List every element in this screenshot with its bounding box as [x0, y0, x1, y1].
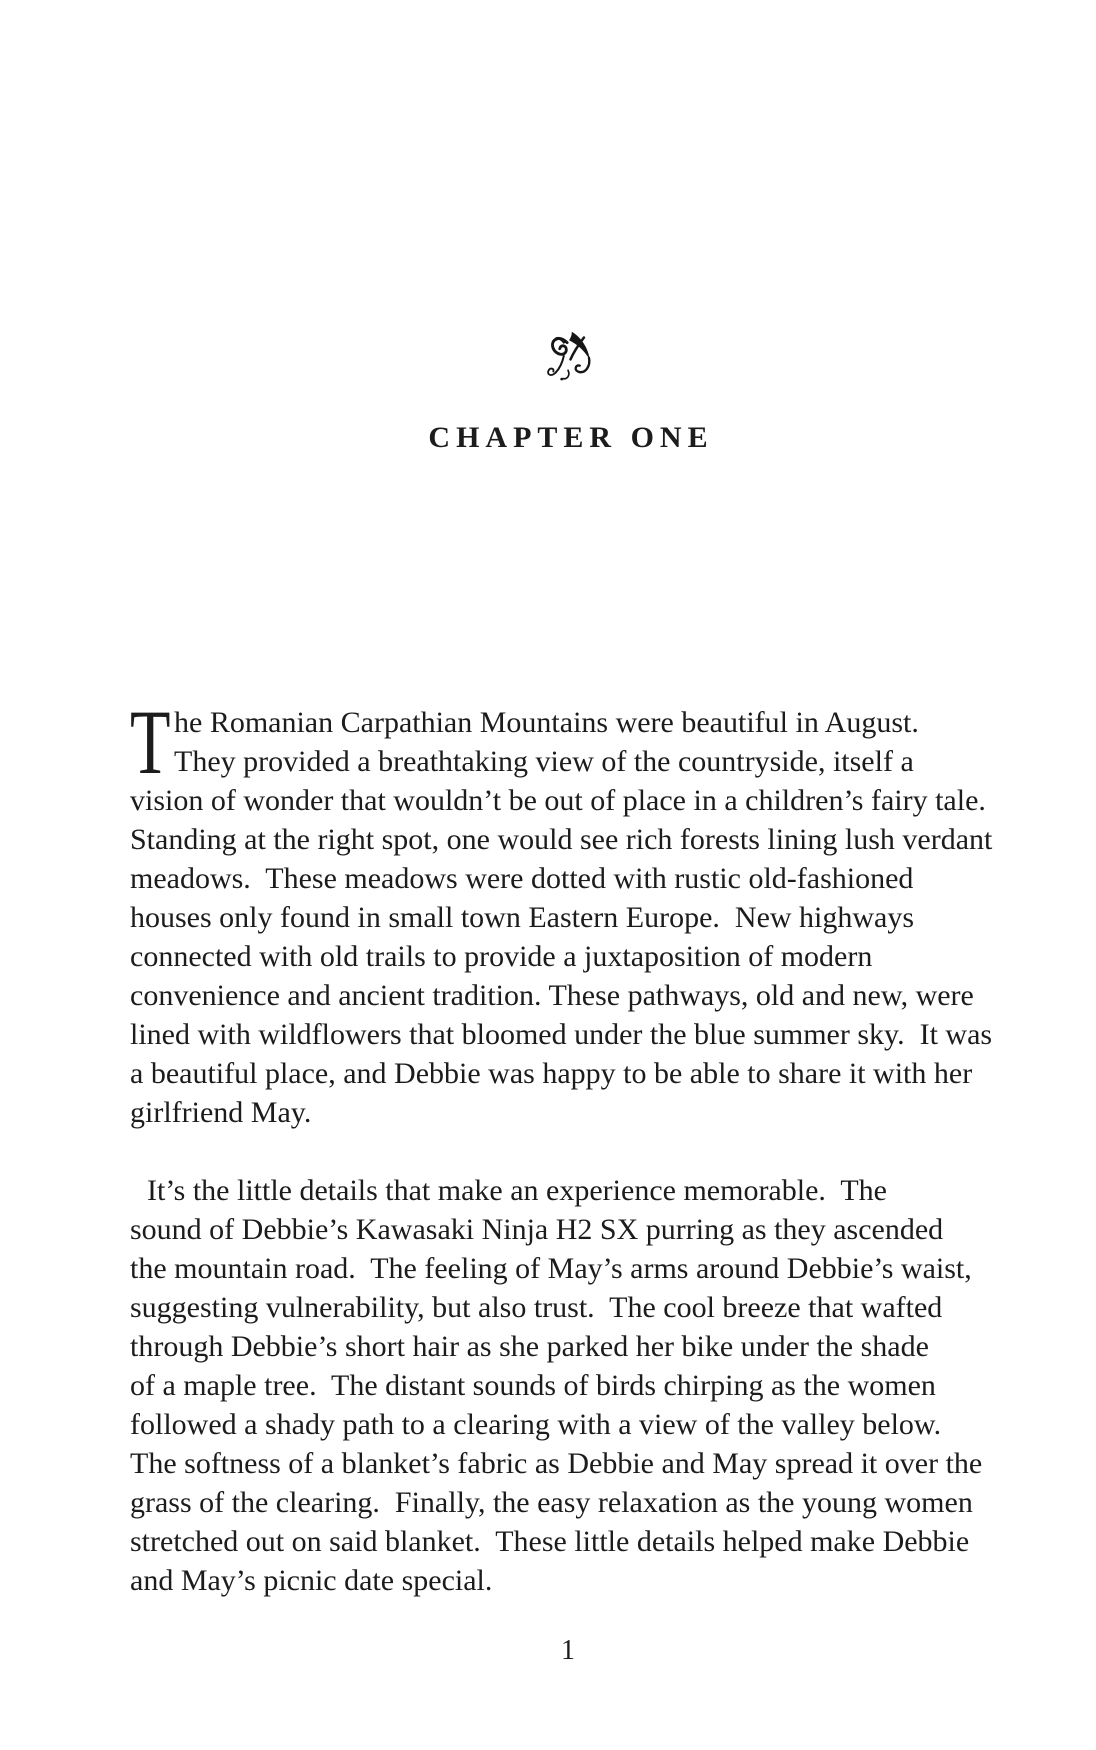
text-line: grass of the clearing. Finally, the easy relaxation as the young women: [130, 1486, 973, 1519]
paragraph: [130, 691, 1006, 1132]
paragraph: [130, 1171, 1006, 1600]
text-line: It’s the little details that make an experience memorable. The: [147, 1174, 887, 1207]
text-line: girlfriend May.: [130, 1096, 312, 1129]
chapter-title: CHAPTER ONE: [428, 421, 714, 454]
text-line: houses only found in small town Eastern Europe. New highways: [130, 901, 915, 934]
text-line: suggesting vulnerability, but also trust. The cool breeze that wafted: [130, 1291, 943, 1324]
text-line: lined with wildflowers that bloomed under the blue summer sky. It was: [130, 1018, 993, 1051]
text-line: sound of Debbie’s Kawasaki Ninja H2 SX purring as they ascended: [130, 1213, 944, 1246]
page-number: 1: [561, 1635, 575, 1666]
text-line: Standing at the right spot, one would see rich forests lining lush verdant: [130, 823, 993, 856]
text-line: a beautiful place, and Debbie was happy to be able to share it with her: [130, 1057, 973, 1090]
text-line: through Debbie’s short hair as she parked her bike under the shade: [130, 1330, 929, 1363]
chapter-ornament-icon: [542, 330, 594, 382]
text-line: The softness of a blanket’s fabric as Debbie and May spread it over the: [130, 1447, 983, 1480]
text-line: connected with old trails to provide a juxtaposition of modern: [130, 940, 873, 973]
drop-cap: T: [130, 691, 171, 793]
text-line: convenience and ancient tradition. These pathways, old and new, were: [130, 979, 974, 1012]
text-line: followed a shady path to a clearing with a view of the valley below.: [130, 1408, 942, 1441]
text-line: They provided a breathtaking view of the countryside, itself a: [174, 745, 914, 778]
body-text: [130, 691, 1006, 1600]
text-column: [130, 0, 1006, 1750]
text-line: stretched out on said blanket. These little details helped make Debbie: [130, 1525, 970, 1558]
text-line: meadows. These meadows were dotted with rustic old-fashioned: [130, 862, 914, 895]
text-line: and May’s picnic date special.: [130, 1564, 493, 1597]
text-line: he Romanian Carpathian Mountains were beautiful in August.: [174, 706, 919, 739]
text-line: the mountain road. The feeling of May’s arms around Debbie’s waist,: [130, 1252, 972, 1285]
text-line: of a maple tree. The distant sounds of birds chirping as the women: [130, 1369, 936, 1402]
text-line: vision of wonder that wouldn’t be out of place in a children’s fairy tale.: [130, 784, 986, 817]
